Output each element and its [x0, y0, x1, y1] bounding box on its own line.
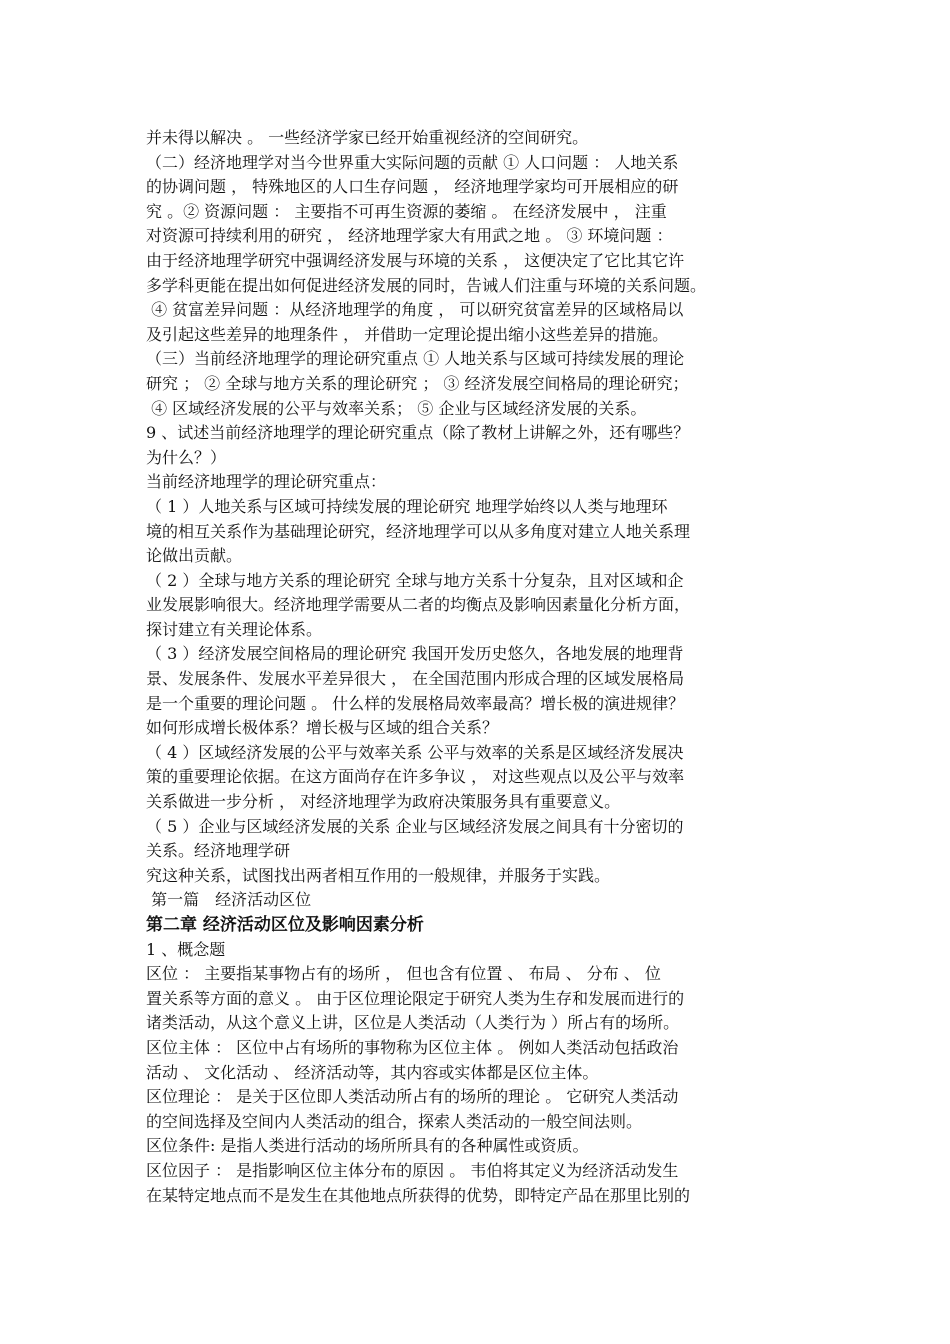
text-line: 9 、试述当前经济地理学的理论研究重点（除了教材上讲解之外，还有哪些？ [146, 423, 690, 443]
text-line: 境的相互关系作为基础理论研究，经济地理学可以从多角度对建立人地关系理 [146, 521, 691, 541]
text-line: 关系。经济地理学研 [146, 841, 291, 861]
text-line: 区位 ： 主要指某事物占有的场所 ， 但也含有位置 、 布局 、 分布 、 位 [146, 964, 661, 984]
body-text-block-2 [146, 938, 816, 1209]
text-line: （ 1 ）人地关系与区域可持续发展的理论研究 地理学始终以人类与地理环 [146, 496, 668, 516]
text-line: 由于经济地理学研究中强调经济发展与环境的关系 ， 这便决定了它比其它许 [146, 250, 685, 270]
body-text-block-1 [146, 126, 816, 888]
section-title: 第一篇 经济活动区位 [146, 890, 312, 910]
text-line: （ 2 ）全球与地方关系的理论研究 全球与地方关系十分复杂，且对区域和企 [146, 570, 684, 590]
text-line: 探讨建立有关理论体系。 [146, 619, 323, 639]
text-line: 的协调问题 ， 特殊地区的人口生存问题 ， 经济地理学家均可开展相应的研 [146, 177, 679, 197]
text-line: 策的重要理论依据。在这方面尚存在许多争议 ， 对这些观点以及公平与效率 [146, 767, 685, 787]
text-line: ④ 区域经济发展的公平与效率关系； ⑤ 企业与区域经济发展的关系。 [146, 398, 647, 418]
document-page [146, 126, 816, 1208]
text-line: ④ 贫富差异问题 ：从经济地理学的角度 ， 可以研究贫富差异的区域格局以 [146, 300, 684, 320]
text-line: （三）当前经济地理学的理论研究重点 ① 人地关系与区域可持续发展的理论 [146, 349, 685, 369]
text-line: 当前经济地理学的理论研究重点： [146, 472, 387, 492]
text-line: 对资源可持续利用的研究 ， 经济地理学家大有用武之地 。 ③ 环境问题 ： [146, 226, 673, 246]
text-line: 的空间选择及空间内人类活动的组合，探索人类活动的一般空间法则。 [146, 1111, 643, 1131]
text-line: 区位理论 ： 是关于区位即人类活动所占有的场所的理论 。 它研究人类活动 [146, 1087, 679, 1107]
text-line: 如何形成增长极体系？增长极与区域的组合关系？ [146, 718, 499, 738]
text-line: 究这种关系，试图找出两者相互作用的一般规律，并服务于实践。 [146, 865, 611, 885]
text-line: 活动 、 文化活动 、 经济活动等，其内容或实体都是区位主体。 [146, 1062, 599, 1082]
text-line: 1 、概念题 [146, 939, 226, 959]
text-line: 景、发展条件、发展水平差异很大 ， 在全国范围内形成合理的区域发展格局 [146, 669, 685, 689]
text-line: 及引起这些差异的地理条件 ， 并借助一定理论提出缩小这些差异的措施。 [146, 324, 669, 344]
text-line: 区位因子 ： 是指影响区位主体分布的原因 。 韦伯将其定义为经济活动发生 [146, 1160, 679, 1180]
text-line: （ 3 ）经济发展空间格局的理论研究 我国开发历史悠久，各地发展的地理背 [146, 644, 684, 664]
text-line: 置关系等方面的意义 。 由于区位理论限定于研究人类为生存和发展而进行的 [146, 988, 685, 1008]
text-line: 区位主体 ： 区位中占有场所的事物称为区位主体 。 例如人类活动包括政治 [146, 1037, 679, 1057]
text-line: 并未得以解决 。 一些经济学家已经开始重视经济的空间研究。 [146, 128, 589, 147]
text-line: 区位条件: 是指人类进行活动的场所所具有的各种属性或资质。 [146, 1136, 589, 1156]
text-line: 关系做进一步分析 ， 对经济地理学为政府决策服务具有重要意义。 [146, 792, 621, 812]
text-line: （ 5 ）企业与区域经济发展的关系 企业与区域经济发展之间具有十分密切的 [146, 816, 684, 836]
chapter-title: 第二章 经济活动区位及影响因素分析 [146, 915, 424, 935]
text-line: 为什么？） [146, 447, 227, 467]
text-line: 研究 ； ② 全球与地方关系的理论研究 ； ③ 经济发展空间格局的理论研究； [146, 373, 689, 393]
text-line: （二）经济地理学对当今世界重大实际问题的贡献 ① 人口问题 ： 人地关系 [146, 152, 679, 172]
text-line: 在某特定地点而不是发生在其他地点所获得的优势，即特定产品在那里比别的 [146, 1185, 691, 1205]
text-line: （ 4 ）区域经济发展的公平与效率关系 公平与效率的关系是区域经济发展决 [146, 742, 684, 762]
text-line: 论做出贡献。 [146, 546, 243, 566]
text-line: 诸类活动，从这个意义上讲，区位是人类活动（人类行为 ）所占有的场所。 [146, 1013, 680, 1033]
text-line: 是一个重要的理论问题 。 什么样的发展格局效率最高？增长极的演进规律？ [146, 693, 685, 713]
text-line: 究 。② 资源问题 ： 主要指不可再生资源的萎缩 。 在经济发展中 ， 注重 [146, 201, 667, 221]
text-line: 业发展影响很大。经济地理学需要从二者的均衡点及影响因素量化分析方面， [146, 595, 691, 615]
text-line: 多学科更能在提出如何促进经济发展的同时，告诫人们注重与环境的关系问题。 [146, 275, 707, 295]
